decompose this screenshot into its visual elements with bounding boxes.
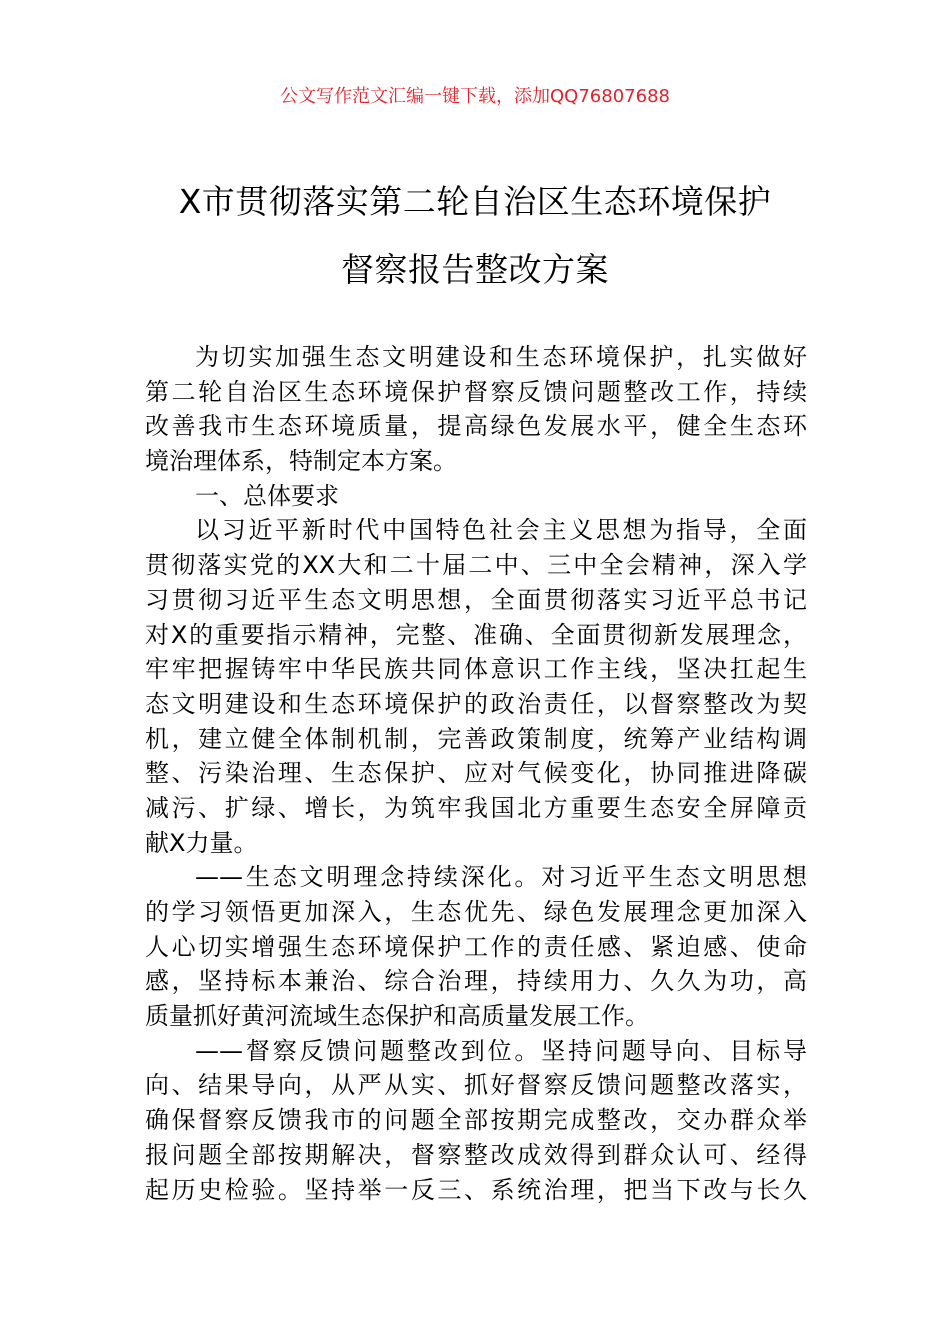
body-text-line: 起历史检验。坚持举一反三、系统治理，把当下改与长久 <box>145 1175 807 1204</box>
body-text-line: 质量抓好黄河流域生态保护和高质量发展工作。 <box>145 1002 649 1031</box>
body-text-line: 机，建立健全体制机制，完善政策制度，统筹产业结构调 <box>145 724 807 753</box>
body-text-line: 人心切实增强生态环境保护工作的责任感、紧迫感、使命 <box>145 932 807 961</box>
body-text-line: 献X力量。 <box>145 828 258 857</box>
body-text-line: 一、总体要求 <box>195 481 339 510</box>
body-text-line: 的学习领悟更加深入，生态优先、绿色发展理念更加深入 <box>145 898 807 926</box>
body-text-line: 对X的重要指示精神，完整、准确、全面贯彻新发展理念， <box>145 620 807 649</box>
body-text-line: 确保督察反馈我市的问题全部按期完成整改，交办群众举 <box>145 1106 807 1135</box>
body-text-line: ——生态文明理念持续深化。对习近平生态文明思想 <box>195 863 807 892</box>
body-text-line: 贯彻落实党的XX大和二十届二中、三中全会精神，深入学 <box>145 551 807 580</box>
download-banner: 公文写作范文汇编一键下载，添加QQ76807688 <box>280 86 670 107</box>
body-text-line: 减污、扩绿、增长，为筑牢我国北方重要生态安全屏障贡 <box>145 793 807 822</box>
body-text-line: 第二轮自治区生态环境保护督察反馈问题整改工作，持续 <box>145 377 807 406</box>
body-text-line: 报问题全部按期解决，督察整改成效得到群众认可、经得 <box>145 1140 807 1169</box>
body-text-line: 以习近平新时代中国特色社会主义思想为指导，全面 <box>195 516 807 545</box>
body-text-line: 牢牢把握铸牢中华民族共同体意识工作主线，坚决扛起生 <box>145 655 807 684</box>
document-title-line-2: 督察报告整改方案 <box>341 250 609 289</box>
body-text-line: ——督察反馈问题整改到位。坚持问题导向、目标导 <box>195 1036 807 1065</box>
document-body <box>145 340 807 1207</box>
body-text-line: 感，坚持标本兼治、综合治理，持续用力、久久为功，高 <box>145 967 807 996</box>
body-text-line: 整、污染治理、生态保护、应对气候变化，协同推进降碳 <box>145 759 807 788</box>
body-text-line: 为切实加强生态文明建设和生态环境保护，扎实做好 <box>195 343 807 371</box>
document-title-line-1: X市贯彻落实第二轮自治区生态环境保护 <box>178 182 772 221</box>
body-text-line: 向、结果导向，从严从实、抓好督察反馈问题整改落实， <box>145 1071 807 1100</box>
body-text-line: 习贯彻习近平生态文明思想，全面贯彻落实习近平总书记 <box>145 585 807 614</box>
body-text-line: 境治理体系，特制定本方案。 <box>145 447 457 476</box>
body-text-line: 态文明建设和生态环境保护的政治责任，以督察整改为契 <box>145 689 807 718</box>
body-text-line: 改善我市生态环境质量，提高绿色发展水平，健全生态环 <box>145 412 807 441</box>
